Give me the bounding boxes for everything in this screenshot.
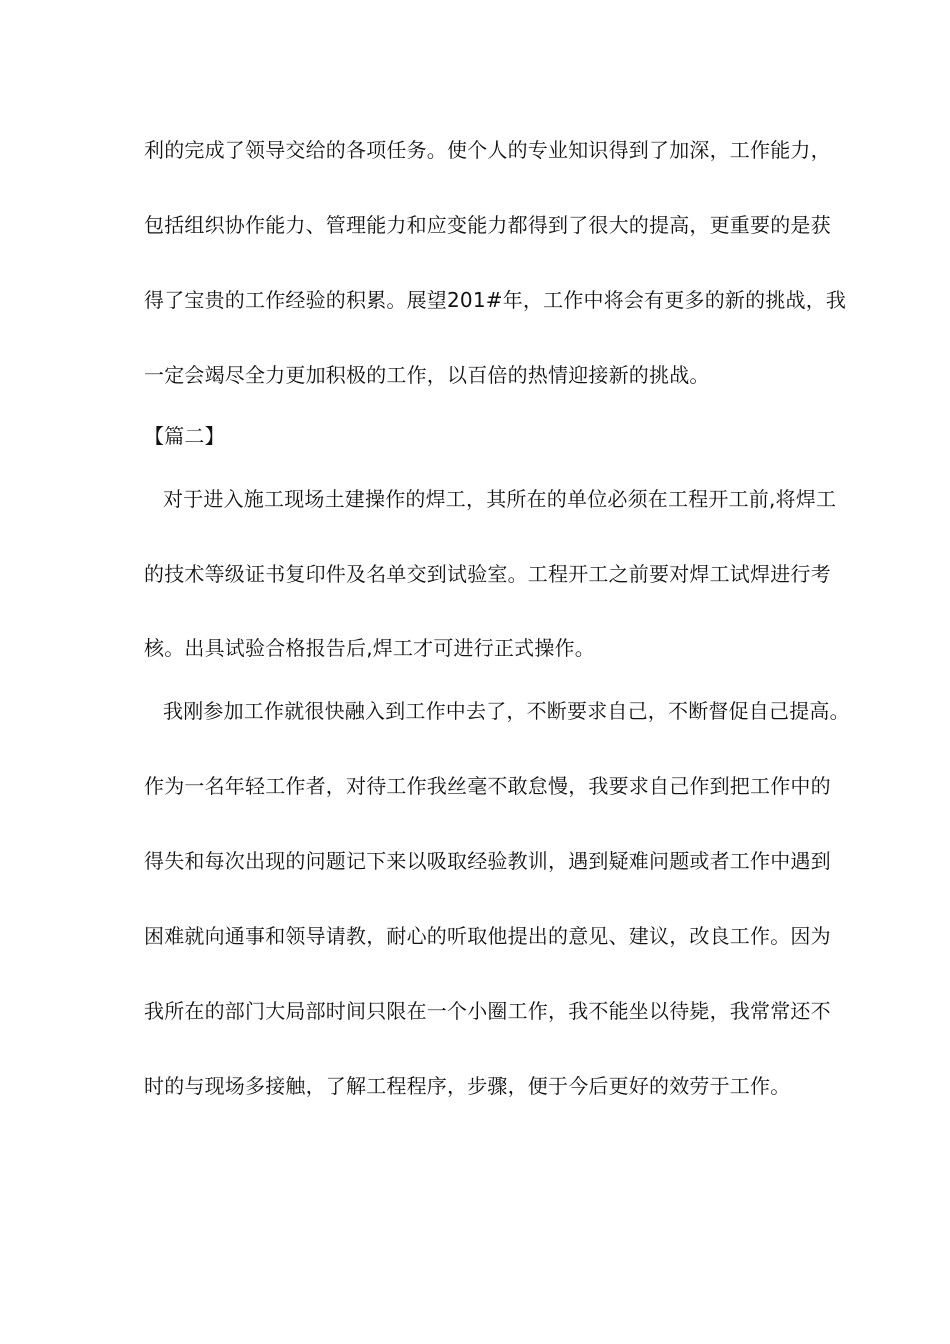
section-heading: 【篇二】 (144, 424, 225, 448)
body-text-line: 对于进入施工现场土建操作的焊工，其所在的单位必须在工程开工前,将焊工 (163, 487, 837, 511)
body-text-line: 的技术等级证书复印件及名单交到试验室。工程开工之前要对焊工试焊进行考 (144, 562, 831, 586)
body-text-line: 困难就向通事和领导请教，耐心的听取他提出的意见、建议，改良工作。因为 (144, 924, 831, 948)
body-text-line: 作为一名年轻工作者，对待工作我丝毫不敢怠慢，我要求自己作到把工作中的 (144, 774, 831, 798)
body-text-line: 包括组织协作能力、管理能力和应变能力都得到了很大的提高，更重要的是获 (144, 213, 831, 237)
body-text-line: 得失和每次出现的问题记下来以吸取经验教训，遇到疑难问题或者工作中遇到 (144, 849, 831, 873)
body-text-line: 得了宝贵的工作经验的积累。展望201#年，工作中将会有更多的新的挑战，我 (144, 288, 847, 312)
body-text-line: 时的与现场多接触，了解工程程序，步骤，便于今后更好的效劳于工作。 (144, 1074, 791, 1098)
body-text-line: 一定会竭尽全力更加积极的工作，以百倍的热情迎接新的挑战。 (144, 363, 710, 387)
body-text-line: 我所在的部门大局部时间只限在一个小圈工作，我不能坐以待毙，我常常还不 (144, 999, 831, 1023)
body-text-line: 利的完成了领导交给的各项任务。使个人的专业知识得到了加深，工作能力， (144, 138, 831, 162)
body-text-line: 我刚参加工作就很快融入到工作中去了，不断要求自己，不断督促自己提高。 (163, 699, 850, 723)
body-text-line: 核。出具试验合格报告后,焊工才可进行正式操作。 (144, 636, 595, 660)
